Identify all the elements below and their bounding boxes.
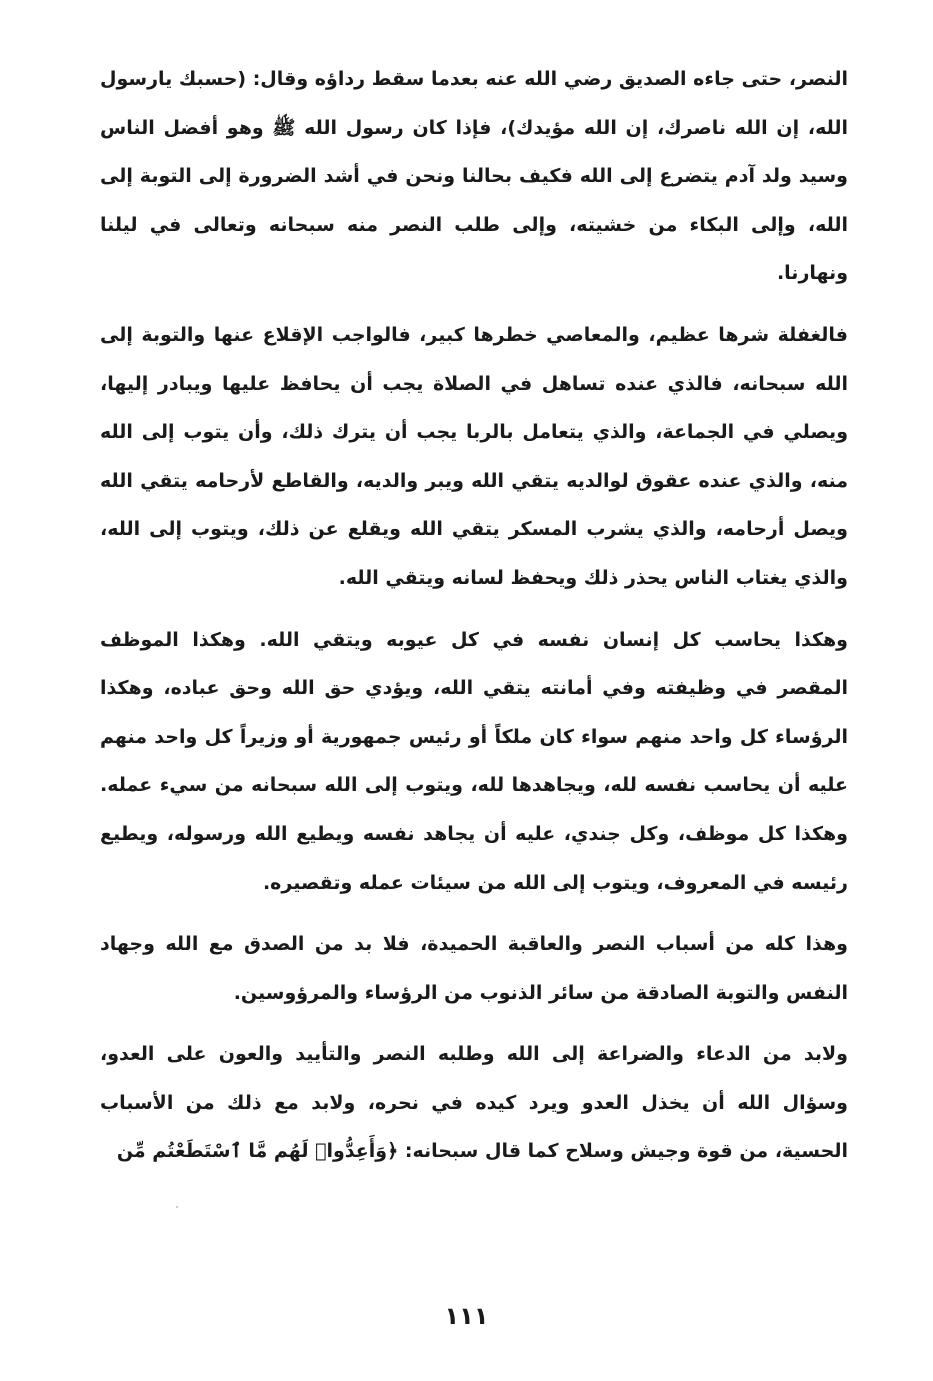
paragraph-1: النصر، حتى جاءه الصديق رضي الله عنه بعدما سقط رداؤه وقال: (حسبك يارسول الله، إن الله ناصرك، إن الله مؤيدك)، فإذا كان رسول الله ﷺ وهو أفضل الناس وسيد ولد آدم يتضرع إلى الله فكيف بحالنا ونحن في أشد الضرورة إلى التوبة إلى الله، وإلى البكاء من خشيته، وإلى طلب النصر منه سبحانه وتعالى في ليلنا ونهارنا.: [100, 68, 848, 285]
page-body-text: [100, 55, 848, 1189]
scan-speck: [176, 1206, 178, 1208]
paragraph-4: وهذا كله من أسباب النصر والعاقبة الحميدة، فلا بد من الصدق مع الله وجهاد النفس والتوبة الصادقة من سائر الذنوب من الرؤساء والمرؤوسين.: [100, 933, 848, 1004]
quran-verse: ﴿وَأَعِدُّوا۟ لَهُم مَّا ٱسْتَطَعْتُم مِّن: [116, 1140, 399, 1163]
paragraph-3: وهكذا يحاسب كل إنسان نفسه في كل عيوبه ويتقي الله. وهكذا الموظف المقصر في وظيفته وفي أمانته يتقي الله، ويؤدي حق الله وحق عباده، وهكذا الرؤساء كل واحد منهم سواء كان ملكاً أو رئيس جمهورية أو وزيراً كل واحد منهم عليه أن يحاسب نفسه لله، ويجاهدها لله، ويتوب إلى الله سبحانه من سيء عمله. وهكذا كل موظف، وكل جندي، عليه أن يجاهد نفسه ويطيع الله ورسوله، ويطيع رئيسه في المعروف، ويتوب إلى الله من سيئات عمله وتقصيره.: [100, 628, 848, 894]
paragraph-5-text: ولابد من الدعاء والضراعة إلى الله وطلبه النصر والتأييد والعون على العدو، وسؤال الله أن يخذل العدو ويرد كيده في نحره، ولابد مع ذلك من الأسباب الحسية، من قوة وجيش وسلاح كما قال سبحانه:: [100, 1043, 848, 1163]
page-number: ١١١: [444, 1302, 489, 1330]
paragraph-2: فالغفلة شرها عظيم، والمعاصي خطرها كبير، فالواجب الإقلاع عنها والتوبة إلى الله سبحانه، فالذي عنده تساهل في الصلاة يجب أن يحافظ عليها ويبادر إليها، ويصلي في الجماعة، والذي يتعامل بالربا يجب أن يترك ذلك، وأن يتوب إلى الله منه، والذي عنده عقوق لوالديه يتقي الله ويبر والديه، والقاطع لأرحامه يتقي الله ويصل أرحامه، والذي يشرب المسكر يتقي الله ويقلع عن ذلك، ويتوب إلى الله، والذي يغتاب الناس يحذر ذلك ويحفظ لسانه ويتقي الله.: [100, 323, 848, 589]
paragraph-5: [100, 1030, 848, 1176]
